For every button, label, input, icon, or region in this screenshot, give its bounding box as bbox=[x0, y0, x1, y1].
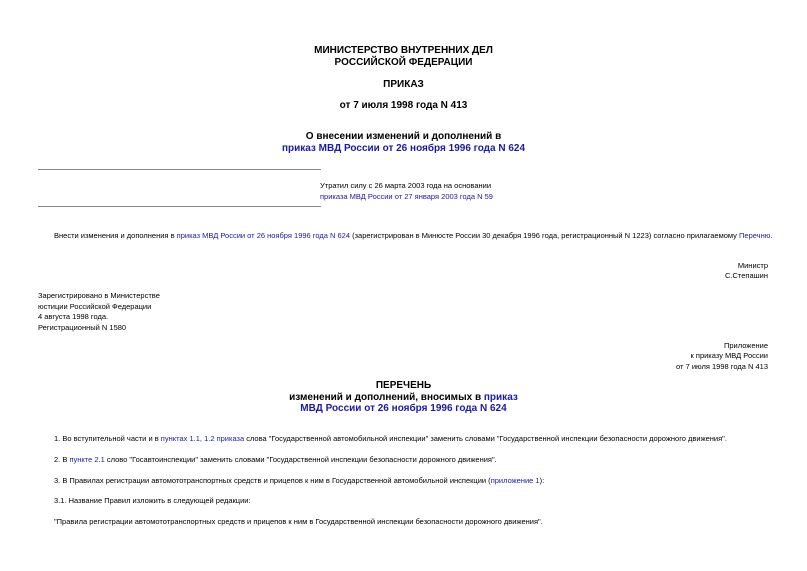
ministry-name-line1: МИНИСТЕРСТВО ВНУТРЕННИХ ДЕЛ bbox=[314, 45, 493, 56]
subject-link[interactable]: приказ МВД России от 26 ноября 1996 года N 624 bbox=[281, 143, 526, 154]
status-line1: Утратил силу с 26 марта 2003 года на основании bbox=[320, 181, 492, 190]
item-1-after: слова "Государственной автомобильной инспекции" заменить словами "Государственной инспекции безопасности дорожного движения". bbox=[244, 434, 727, 443]
item-3-1-quote: "Правила регистрации автомототранспортных средств и прицепов к ним в Государственной инспекции безопасности дорожного движения". bbox=[54, 517, 543, 526]
appendix-line1: Приложение bbox=[724, 341, 768, 350]
divider-bottom bbox=[38, 206, 321, 207]
item-3-after: ): bbox=[539, 476, 545, 485]
item-3-before: 3. В Правилах регистрации автомототранспортных средств и прицепов к ним в Государственной автомобильной инспекции ( bbox=[54, 476, 491, 485]
registration-line3: 4 августа 1998 года. bbox=[38, 312, 109, 321]
registration-line1: Зарегистрировано в Министерстве bbox=[38, 291, 160, 300]
divider-top bbox=[38, 169, 321, 170]
registration-line4: Регистрационный N 1580 bbox=[38, 323, 127, 332]
item-2-after: слово "Госавтоинспекции" заменить словами "Государственной инспекции безопасности дорожного движения". bbox=[104, 455, 497, 464]
item-2-link[interactable]: пункте 2.1 bbox=[69, 455, 105, 464]
appendix-line3: от 7 июля 1998 года N 413 bbox=[676, 362, 768, 371]
item-1 bbox=[54, 433, 727, 444]
item-1-before: 1. Во вступительной части и в bbox=[54, 434, 161, 443]
subject-line1: О внесении изменений и дополнений в bbox=[305, 131, 502, 142]
item-2-before: 2. В bbox=[54, 455, 70, 464]
item-1-link[interactable]: пунктах 1.1, 1.2 приказа bbox=[160, 434, 245, 443]
item-3-link[interactable]: приложение 1 bbox=[490, 476, 540, 485]
p1-text-middle: (зарегистрирован в Минюсте России 30 декабря 1996 года, регистрационный N 1223) согласно прилагаемому bbox=[350, 231, 740, 240]
signature-name: С.Степашин bbox=[724, 271, 768, 280]
item-3 bbox=[54, 475, 544, 486]
list-subtitle-link[interactable]: приказ bbox=[483, 392, 518, 403]
doc-date: от 7 июля 1998 года N 413 bbox=[339, 100, 468, 111]
signature-title: Министр bbox=[737, 261, 768, 270]
ministry-name-line2: РОССИЙСКОЙ ФЕДЕРАЦИИ bbox=[334, 57, 473, 68]
appendix-line2: к приказу МВД России bbox=[690, 351, 768, 360]
item-2 bbox=[54, 454, 497, 465]
list-subtitle-text: изменений и дополнений, вносимых в bbox=[289, 392, 484, 403]
list-title: ПЕРЕЧЕНЬ bbox=[375, 380, 432, 391]
p1-link-order[interactable]: приказ МВД России от 26 ноября 1996 года N 624 bbox=[176, 231, 351, 240]
status-link[interactable]: приказа МВД России от 27 января 2003 года N 59 bbox=[320, 192, 493, 201]
p1-link-list[interactable]: Перечню bbox=[739, 231, 771, 240]
list-subtitle-link2[interactable]: МВД России от 26 ноября 1996 года N 624 bbox=[300, 403, 507, 414]
p1-text-after: . bbox=[770, 231, 773, 240]
body-paragraph bbox=[54, 230, 772, 241]
doc-type: ПРИКАЗ bbox=[383, 79, 424, 90]
item-3-1: 3.1. Название Правил изложить в следующей редакции: bbox=[54, 496, 251, 505]
registration-line2: юстиции Российской Федерации bbox=[38, 302, 152, 311]
p1-text-before: Внести изменения и дополнения в bbox=[54, 231, 177, 240]
